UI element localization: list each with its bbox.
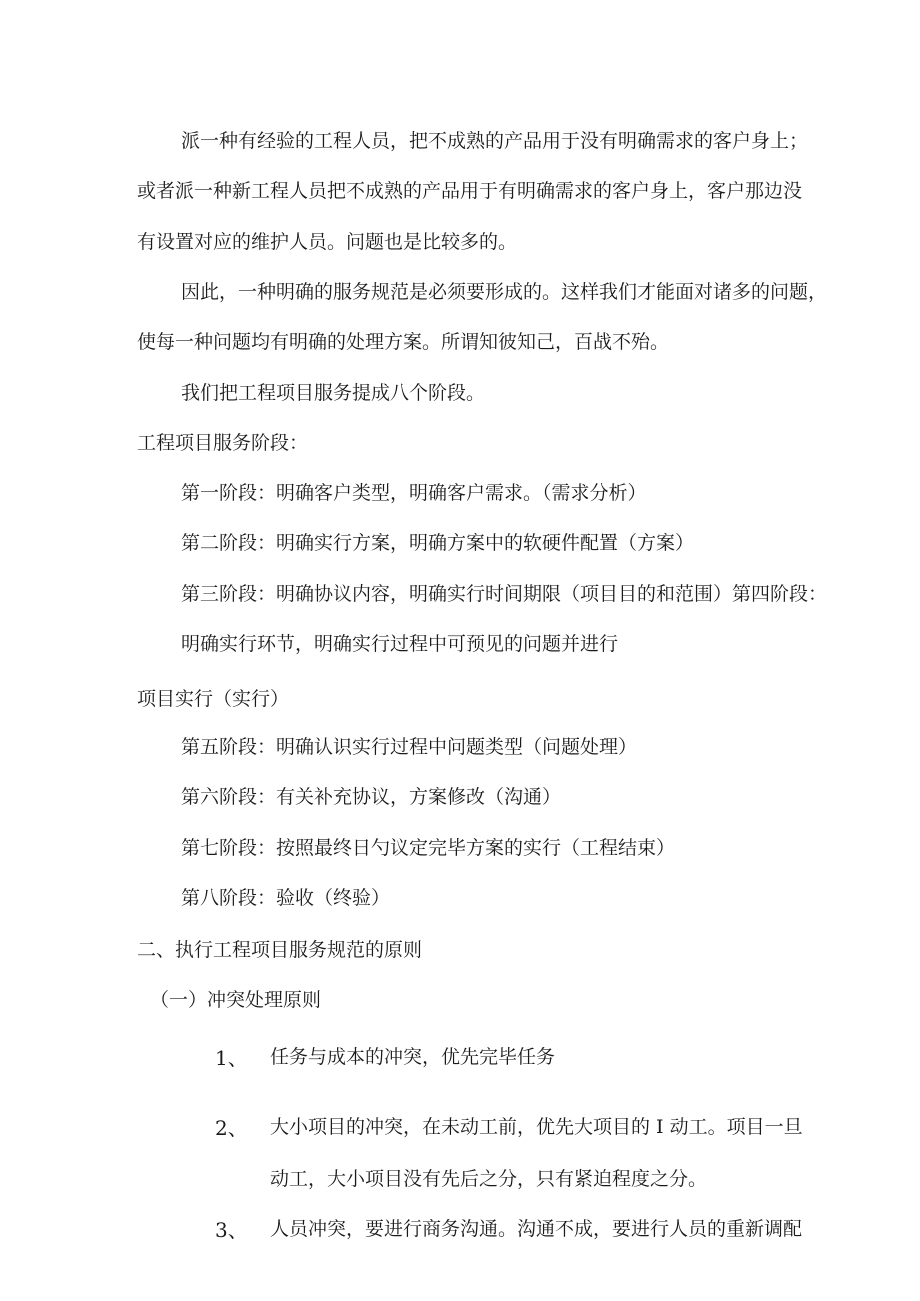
stage-line: 第三阶段：明确协议内容，明确实行时间期限（项目目的和范围）第四阶段：: [181, 583, 828, 605]
list-item-text: 大小项目的冲突，在未动工前，优先大项目的 I 动工。项目一旦: [270, 1116, 803, 1138]
section-heading: 二、执行工程项目服务规范的原则: [137, 939, 423, 961]
paragraph-line: 使每一种问题均有明确的处理方案。所谓知彼知己，百战不殆。: [137, 331, 670, 353]
list-number: 2、: [215, 1116, 248, 1140]
stage-line: 第六阶段：有关补充协议，方案修改（沟通）: [181, 786, 562, 808]
section-heading: 工程项目服务阶段：: [137, 432, 309, 454]
subsection-heading: （一）冲突处理原则: [150, 989, 322, 1011]
stage-line: 第五阶段：明确认识实行过程中问题类型（问题处理）: [181, 736, 638, 758]
stage-line: 第一阶段：明确客户类型，明确客户需求。（需求分析）: [181, 482, 647, 504]
list-number: 1、: [215, 1046, 248, 1070]
stage-line: 第七阶段：按照最终日勺议定完毕方案的实行（工程结束）: [181, 837, 676, 859]
paragraph-line: 派一种有经验的工程人员，把不成熟的产品用于没有明确需求的客户身上；: [181, 130, 809, 152]
stage-line: 项目实行（实行）: [137, 688, 290, 710]
list-item-text: 人员冲突，要进行商务沟通。沟通不成，要进行人员的重新调配: [270, 1218, 803, 1240]
paragraph-line: 因此，一种明确的服务规范是必须要形成的。这样我们才能面对诸多的问题，: [181, 281, 828, 303]
list-item-text: 动工，大小项目没有先后之分，只有紧迫程度之分。: [270, 1168, 708, 1190]
paragraph-line: 我们把工程项目服务提成八个阶段。: [181, 382, 486, 404]
list-item-text: 任务与成本的冲突，优先完毕任务: [270, 1046, 556, 1068]
stage-line: 第二阶段：明确实行方案，明确方案中的软硬件配置（方案）: [181, 532, 695, 554]
paragraph-line: 有设置对应的维护人员。问题也是比较多的。: [137, 231, 518, 253]
list-number: 3、: [215, 1218, 248, 1242]
stage-line: 第八阶段：验收（终验）: [181, 887, 391, 909]
stage-line: 明确实行环节，明确实行过程中可预见的问题并进行: [181, 633, 619, 655]
paragraph-line: 或者派一种新工程人员把不成熟的产品用于有明确需求的客户身上，客户那边没: [137, 180, 803, 202]
